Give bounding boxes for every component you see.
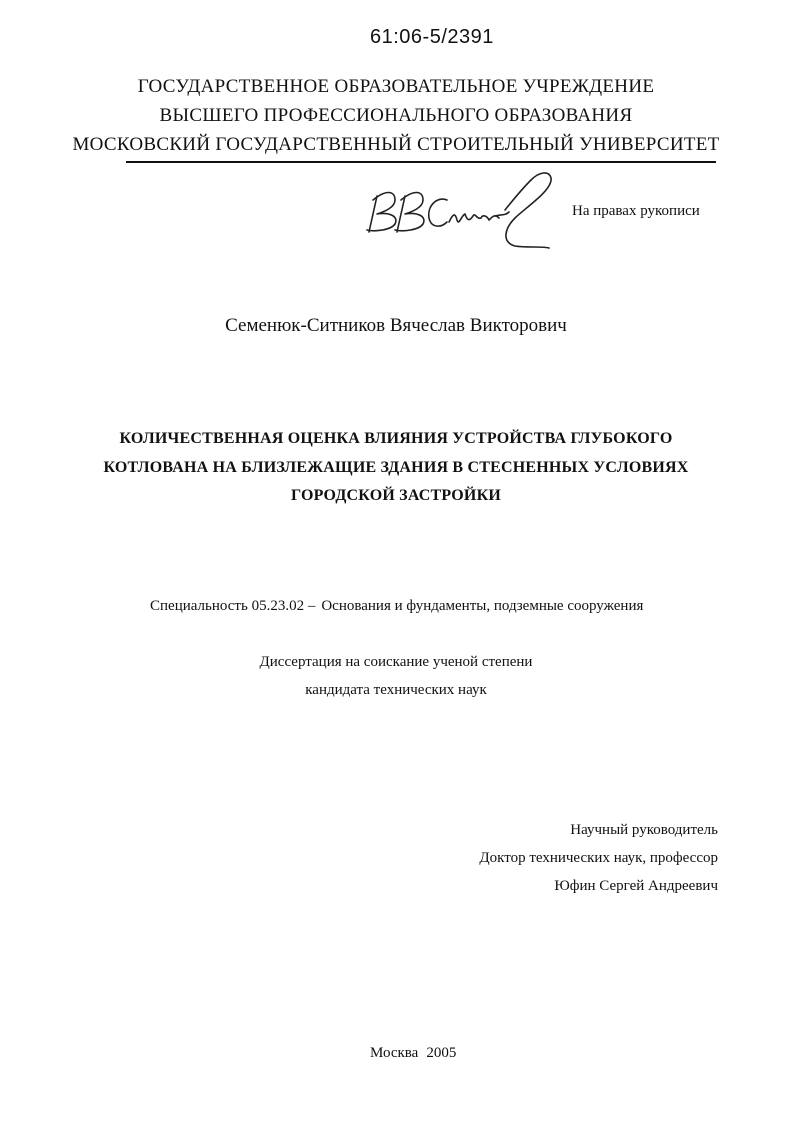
advisor-role: Научный руководитель — [570, 822, 718, 838]
dissertation-title-line-2: КОТЛОВАНА НА БЛИЗЛЕЖАЩИЕ ЗДАНИЯ В СТЕСНЕННЫХ УСЛОВИЯХ — [103, 459, 689, 476]
handwritten-signature — [355, 160, 575, 260]
institution-line-1: ГОСУДАРСТВЕННОЕ ОБРАЗОВАТЕЛЬНОЕ УЧРЕЖДЕНИЕ — [137, 76, 655, 97]
specialty — [150, 598, 643, 615]
dissertation-degree-line-1: Диссертация на соискание ученой степени — [259, 654, 533, 670]
year: 2005 — [426, 1045, 457, 1061]
specialty-name: Основания и фундаменты, подземные сооружения — [321, 598, 644, 614]
specialty-label: Специальность 05.23.02 – — [150, 598, 316, 614]
institution-line-3: МОСКОВСКИЙ ГОСУДАРСТВЕННЫЙ СТРОИТЕЛЬНЫЙ УНИВЕРСИТЕТ — [72, 134, 720, 155]
manuscript-rights-label: На правах рукописи — [572, 203, 700, 219]
author-name: Семенюк-Ситников Вячеслав Викторович — [225, 315, 567, 336]
advisor-degree: Доктор технических наук, профессор — [479, 850, 718, 866]
institution-line-2: ВЫСШЕГО ПРОФЕССИОНАЛЬНОГО ОБРАЗОВАНИЯ — [159, 105, 633, 126]
dissertation-title-line-3: ГОРОДСКОЙ ЗАСТРОЙКИ — [290, 487, 502, 504]
city: Москва — [370, 1045, 419, 1061]
city-year — [370, 1045, 456, 1062]
catalog-number: 61:06-5/2391 — [370, 26, 494, 48]
dissertation-degree-line-2: кандидата технических наук — [305, 682, 487, 698]
advisor-name: Юфин Сергей Андреевич — [554, 878, 718, 894]
dissertation-title-line-1: КОЛИЧЕСТВЕННАЯ ОЦЕНКА ВЛИЯНИЯ УСТРОЙСТВА ГЛУБОКОГО — [119, 430, 673, 447]
